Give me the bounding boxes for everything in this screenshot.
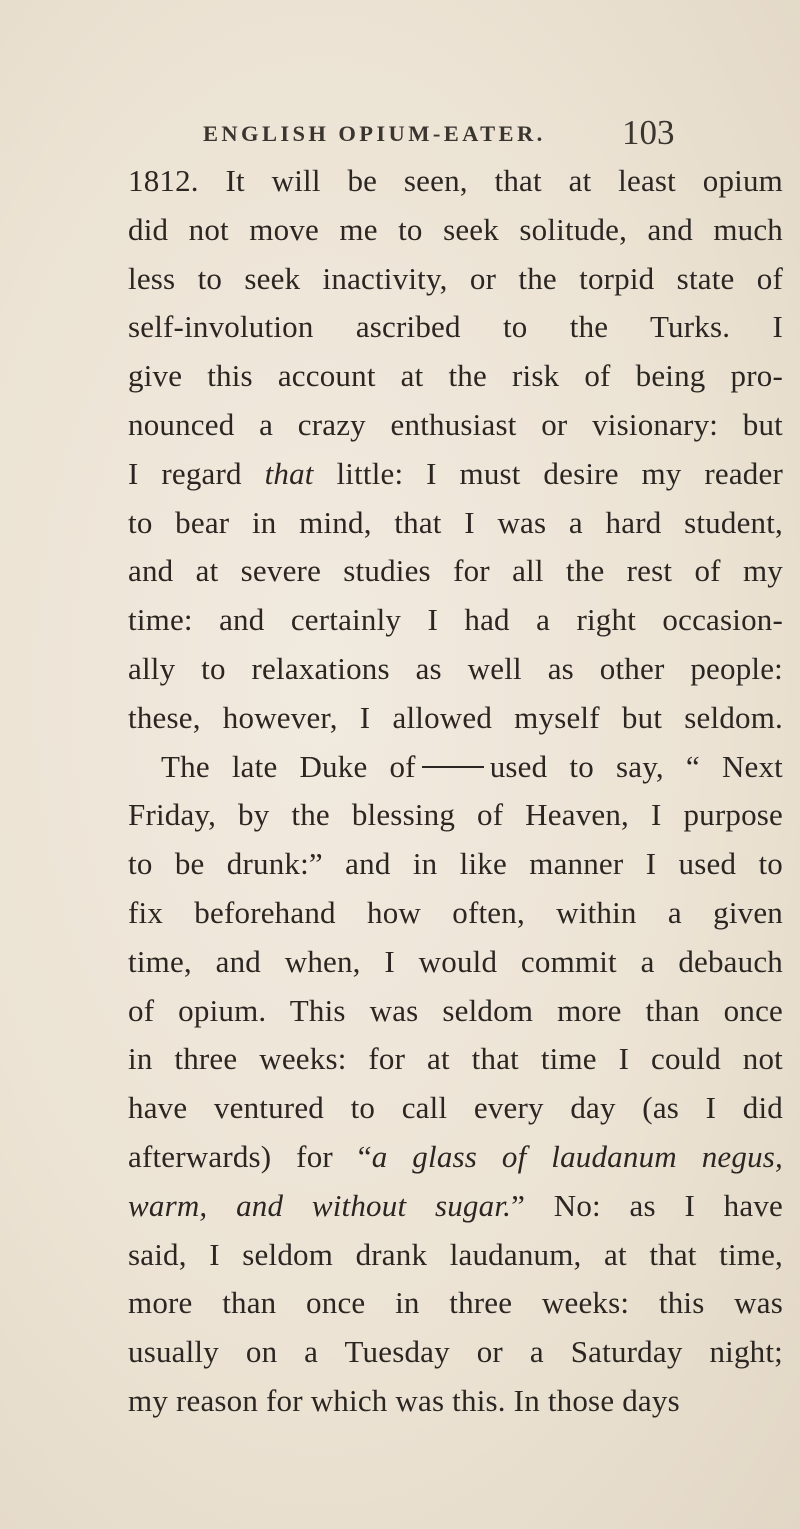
text-line: to be drunk:” and in like manner I used to [128, 846, 783, 882]
text-line: ally to relaxations as well as other people: [128, 650, 783, 686]
text-fragment: I regard [128, 455, 265, 491]
text-line: my reason for which was this. In those days [128, 1382, 680, 1418]
text-fragment: The late Duke of [161, 748, 416, 784]
text-line: fix beforehand how often, within a given [128, 894, 783, 930]
text-line: self-involution ascribed to the Turks. I [128, 309, 783, 345]
text-line: time, and when, I would commit a debauch [128, 943, 783, 979]
text-line [128, 450, 783, 499]
text-line: these, however, I allowed myself but seldom. [128, 699, 783, 735]
text-line: and at severe studies for all the rest of my [128, 553, 783, 589]
text-fragment: used to say, “ Next [489, 748, 783, 784]
text-line [128, 1133, 783, 1182]
text-line: less to seek inactivity, or the torpid state of [128, 260, 783, 296]
text-line: usually on a Tuesday or a Saturday night; [128, 1334, 783, 1370]
text-line: in three weeks: for at that time I could not [128, 1041, 783, 1077]
page-number: 103 [622, 113, 675, 152]
text-line: more than once in three weeks: this was [128, 1285, 783, 1321]
running-title: ENGLISH OPIUM-EATER. [203, 121, 546, 146]
text-line: give this account at the risk of being pro- [128, 358, 783, 394]
text-line: to bear in mind, that I was a hard student, [128, 504, 783, 540]
text-line: did not move me to seek solitude, and much [128, 211, 783, 247]
text-line: nounced a crazy enthusiast or visionary: but [128, 406, 783, 442]
text-fragment: little: I must desire my reader [313, 455, 783, 491]
italic-text: that [264, 455, 314, 491]
text-line: Friday, by the blessing of Heaven, I purpose [128, 797, 783, 833]
text-line: said, I seldom drank laudanum, at that time, [128, 1236, 783, 1272]
italic-text: a glass of laudanum negus, [371, 1138, 783, 1174]
text-line: 1812. It will be seen, that at least opium [128, 163, 783, 198]
body-text [128, 157, 783, 1426]
text-line [128, 1182, 783, 1231]
page-header [0, 113, 800, 161]
text-line: have ventured to call every day (as I did [128, 1090, 783, 1126]
text-fragment: afterwards) for “ [128, 1138, 372, 1174]
italic-text: warm, and without sugar. [128, 1187, 512, 1223]
text-fragment: ” No: as I have [511, 1187, 783, 1223]
text-line: time: and certainly I had a right occasion- [128, 602, 783, 638]
em-dash-rule [422, 766, 484, 768]
text-line [128, 743, 783, 792]
text-line: of opium. This was seldom more than once [128, 992, 783, 1028]
